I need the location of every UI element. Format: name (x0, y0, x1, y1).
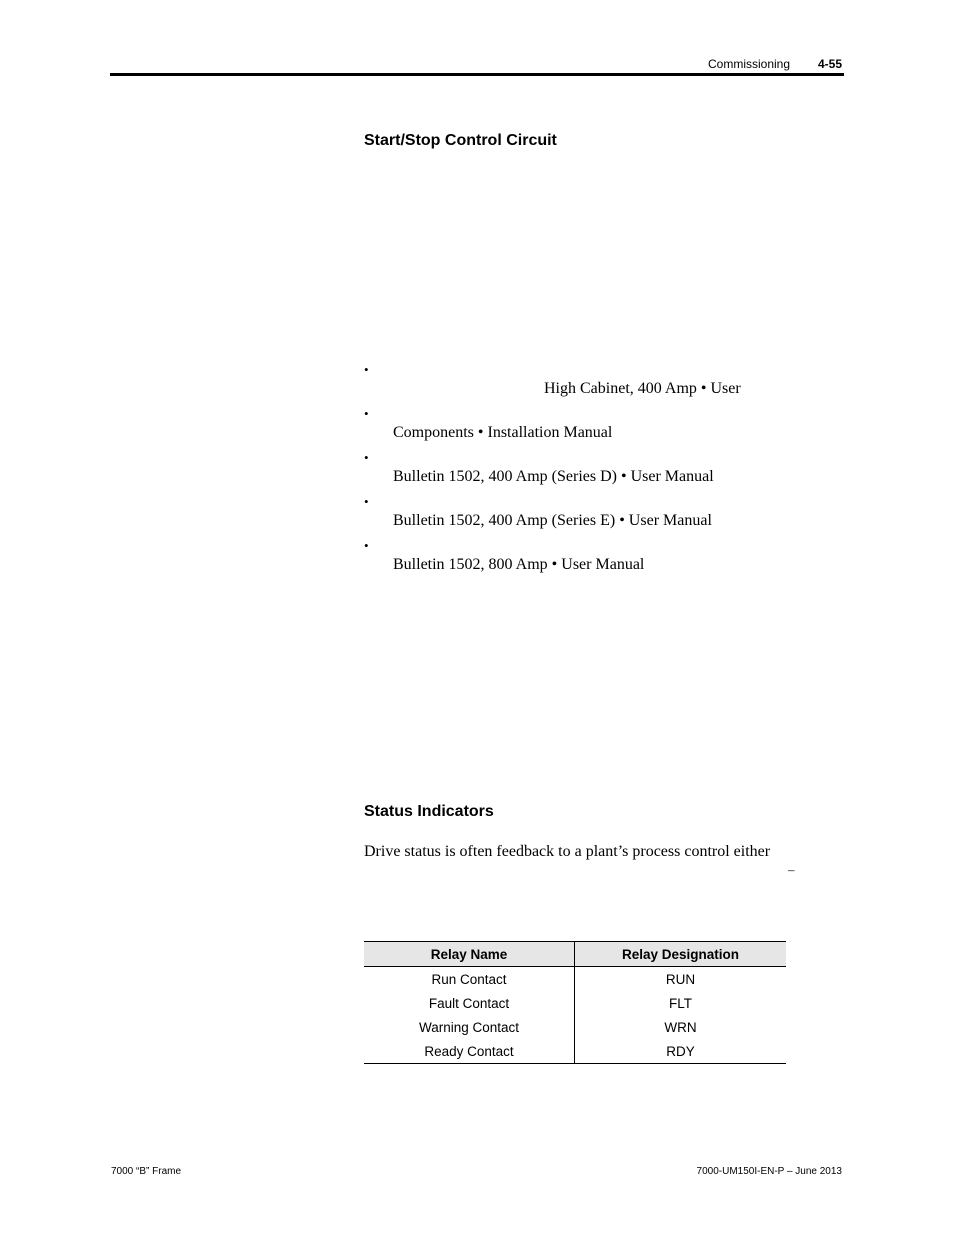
table-row (364, 991, 786, 1015)
relay-name-cell: Ready Contact (364, 1039, 575, 1064)
footer-right: 7000-UM150I-EN-P – June 2013 (696, 1166, 842, 1177)
list-item: High Cabinet, 400 Amp • User (544, 380, 741, 397)
start-stop-heading: Start/Stop Control Circuit (364, 132, 557, 149)
table-row (364, 967, 786, 992)
relay-designation-cell: RUN (665, 971, 696, 987)
bullet-marker: • (364, 406, 369, 421)
list-item: Bulletin 1502, 400 Amp (Series E) • User Manual (393, 512, 712, 529)
list-item: Components • Installation Manual (393, 424, 613, 441)
status-dash: – (788, 862, 795, 877)
column-header-relay-name: Relay Name (364, 942, 575, 967)
bullet-marker: • (364, 450, 369, 465)
relay-table (364, 941, 786, 1064)
status-paragraph: Drive status is often feedback to a plant’s process control either (364, 843, 771, 860)
bullet-marker: • (364, 362, 369, 377)
table-row (364, 1015, 786, 1039)
relay-designation-cell: WRN (664, 1019, 697, 1035)
relay-name-cell: Warning Contact (364, 1015, 575, 1039)
header-section-title: Commissioning (708, 57, 791, 71)
relay-name-cell: Fault Contact (364, 991, 575, 1015)
column-header-relay-designation: Relay Designation (575, 942, 787, 967)
header-rule (110, 73, 844, 76)
table-row (364, 1039, 786, 1064)
relay-name-cell: Run Contact (364, 967, 575, 992)
bullet-marker: • (364, 538, 369, 553)
list-item: Bulletin 1502, 400 Amp (Series D) • User Manual (393, 468, 714, 485)
relay-designation-cell: RDY (575, 1039, 787, 1064)
table-header-row (364, 942, 786, 967)
relay-designation-cell: FLT (669, 995, 692, 1011)
header-page-number: 4-55 (818, 57, 843, 71)
bullet-marker: • (364, 494, 369, 509)
footer-left: 7000 “B” Frame (111, 1166, 182, 1177)
status-indicators-heading: Status Indicators (364, 803, 494, 820)
list-item: Bulletin 1502, 800 Amp • User Manual (393, 556, 645, 573)
